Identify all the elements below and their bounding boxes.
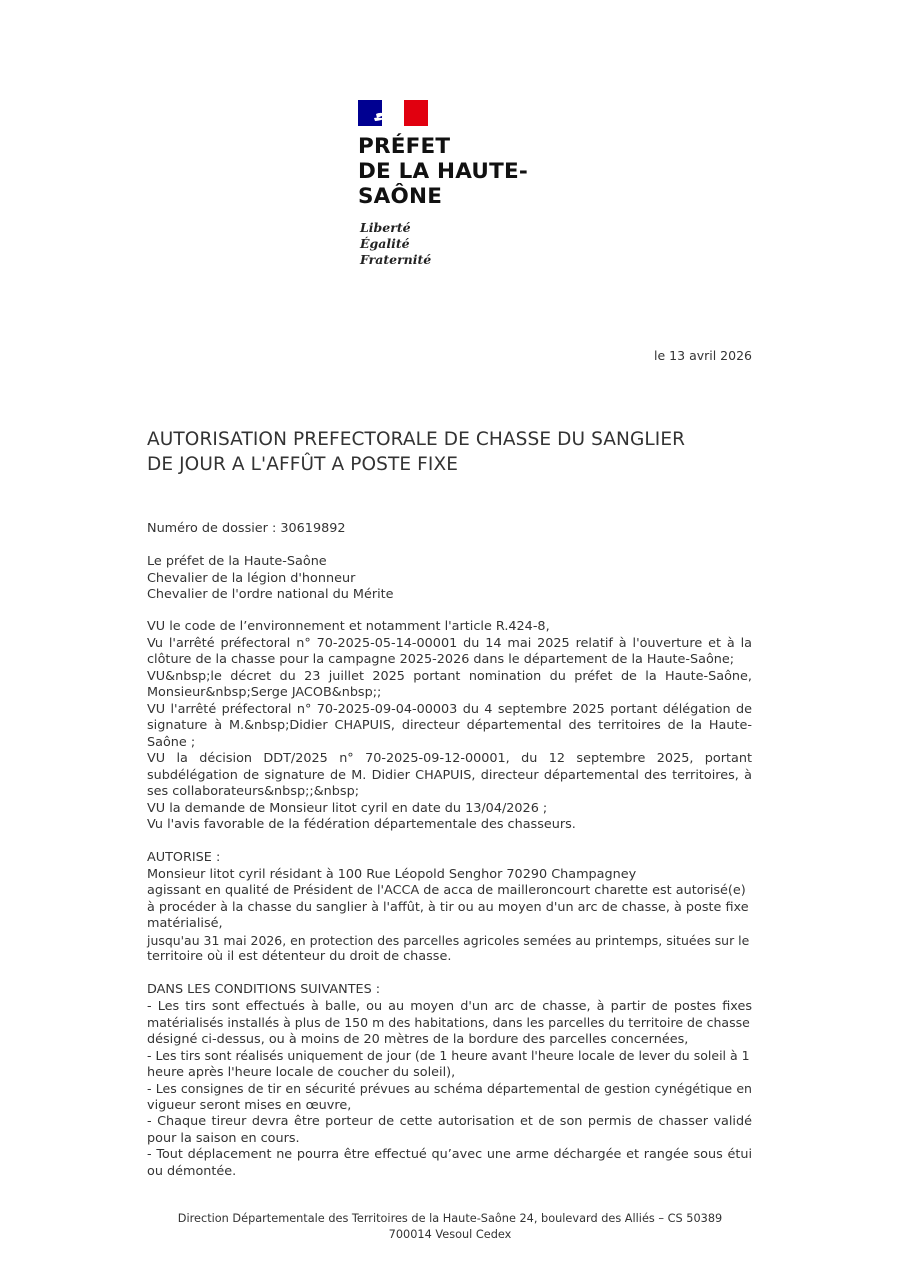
marianne-flag-icon	[358, 100, 428, 126]
document-date: le 13 avril 2026	[654, 348, 752, 363]
document-title: AUTORISATION PREFECTORALE DE CHASSE DU SANGLIER DE JOUR A L'AFFÛT A POSTE FIXE	[147, 429, 686, 475]
autorise-block: AUTORISE : Monsieur litot cyril résidant à 100 Rue Léopold Senghor 70290 Champagney agissant en qualité de Président de l'ACCA de acca de mailleroncourt charette est autorisé(e) à procéder à la chasse du sanglier à l'affût, à tir ou au moyen d'un arc de chasse, à poste fixe matérialisé, jusqu'au 31 mai 2026, en protection des parcelles agricoles semées au printemps, situées sur le territoire où il est détenteur du droit de chasse.	[147, 850, 750, 964]
signatory-block: Le préfet de la Haute-Saône Chevalier de la légion d'honneur Chevalier de l'ordre national du Mérite	[147, 554, 394, 602]
dossier-number: Numéro de dossier : 30619892	[147, 521, 346, 536]
conditions-block: DANS LES CONDITIONS SUIVANTES : - Les tirs sont effectués à balle, ou au moyen d'un arc de chasse, à partir de postes fixes matérialisés installés à plus de 150 m des habitations, dans les parcelles du territoire de chasse désigné ci-dessus, ou à moins de 20 mètres de la bordure des parcelles concernées, - Les tirs sont réalisés uniquement de jour (de 1 heure avant l'heure locale de lever du soleil à 1 heure après l'heure locale de coucher du soleil), - Les consignes de tir en sécurité prévues au schéma départemental de gestion cynégétique en vigueur seront mises en œuvre, - Chaque tireur devra être porteur de cette autorisation et de son permis de chasser validé pour la saison en cours. - Tout déplacement ne pourra être effectué qu’avec une arme déchargée et rangée sous étui ou démontée.	[147, 982, 752, 1179]
republic-motto: Liberté Égalité Fraternité	[360, 220, 432, 267]
considerants-block: VU le code de l’environnement et notamment l'article R.424-8, Vu l'arrêté préfectoral n° 70-2025-05-14-00001 du 14 mai 2025 relatif à l'ouverture et à la clôture de la chasse pour la campagne 2025-2026 dans le département de la Haute-Saône; VU&nbsp;le décret du 23 juillet 2025 portant nomination du préfet de la Haute-Saône, Monsieur&nbsp;Serge JACOB&nbsp;; VU l'arrêté préfectoral n° 70-2025-09-04-00003 du 4 septembre 2025 portant délégation de signature à M.&nbsp;Didier CHAPUIS, directeur départemental des territoires de la Haute- Saône ; VU la décision DDT/2025 n° 70-2025-09-12-00001, du 12 septembre 2025, portant subdélégation de signature de M. Didier CHAPUIS, directeur départemental des territoires, à ses collaborateurs&nbsp;;&nbsp; VU la demande de Monsieur litot cyril en date du 13/04/2026 ; Vu l'avis favorable de la fédération départementale des chasseurs.	[147, 619, 752, 832]
footer-address: Direction Départementale des Territoires de la Haute-Saône 24, boulevard des Alliés – CS 50389 700014 Vesoul Cedex	[177, 1212, 723, 1241]
prefect-name: PRÉFET DE LA HAUTE- SAÔNE	[358, 134, 528, 209]
